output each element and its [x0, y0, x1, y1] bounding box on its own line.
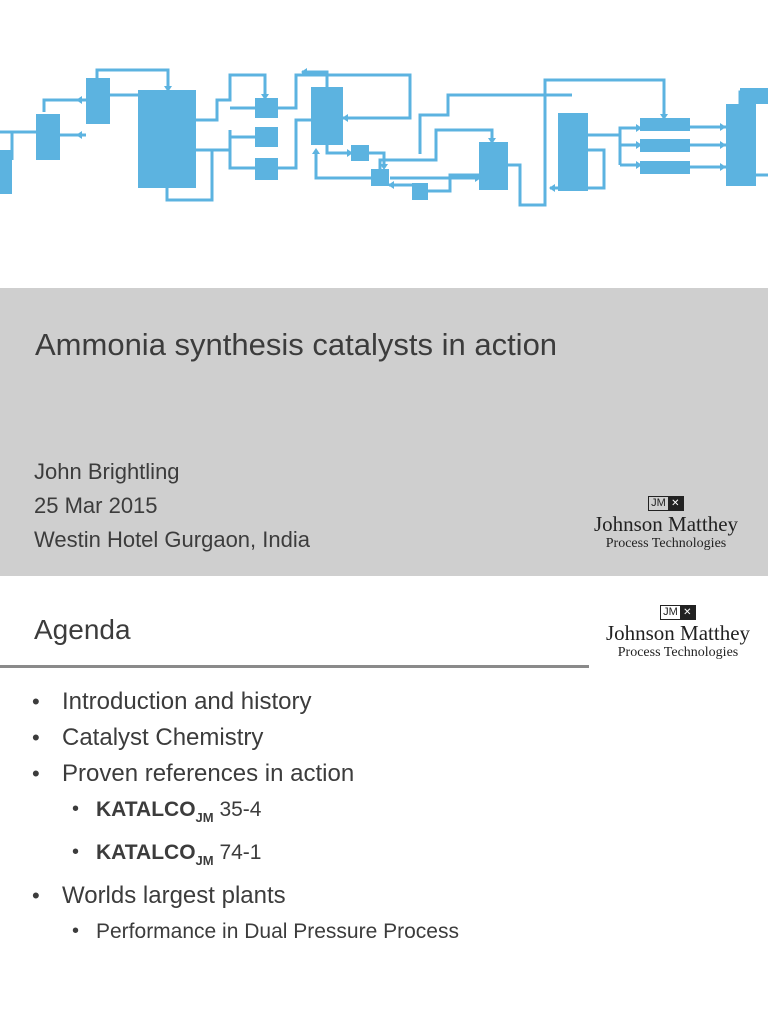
brand-subscript: JM	[195, 810, 214, 825]
agenda-item-text: Worlds largest plants	[62, 882, 286, 909]
agenda-divider	[0, 665, 589, 668]
product-brand	[96, 798, 214, 825]
agenda-item-text: Catalyst Chemistry	[62, 724, 264, 751]
jm-crest-icon: ✕	[668, 497, 683, 510]
company-division: Process Technologies	[605, 536, 727, 551]
brand-name: KATALCO	[96, 841, 196, 864]
agenda-subitem	[0, 835, 768, 878]
company-division: Process Technologies	[617, 645, 739, 660]
agenda-item-text: Introduction and history	[62, 688, 312, 715]
agenda-item	[0, 756, 768, 792]
presentation-date: 25 Mar 2015	[34, 493, 158, 518]
process-flow-diagram	[0, 0, 768, 288]
presenter-info	[34, 455, 310, 557]
agenda-title: Agenda	[34, 614, 131, 645]
bullet-icon: •	[32, 725, 40, 750]
agenda-item-text: Performance in Dual Pressure Process	[96, 920, 459, 943]
agenda-item	[0, 684, 768, 720]
company-name: Johnson Matthey	[593, 512, 739, 536]
company-name: Johnson Matthey	[605, 621, 751, 645]
agenda-item	[0, 878, 768, 914]
product-code: 35-4	[213, 798, 262, 821]
jm-badge-text: JM	[651, 497, 666, 509]
bullet-icon: •	[72, 920, 80, 942]
venue: Westin Hotel Gurgaon, India	[34, 527, 310, 552]
agenda-item	[0, 720, 768, 756]
bullet-icon: •	[32, 689, 40, 714]
brand-name: KATALCO	[96, 798, 196, 821]
company-logo	[590, 602, 766, 662]
presentation-title: Ammonia synthesis catalysts in action	[35, 327, 558, 362]
agenda-list	[0, 684, 768, 949]
bullet-icon: •	[32, 761, 40, 786]
agenda-subitem	[0, 914, 768, 949]
jm-badge-text: JM	[663, 606, 678, 618]
bullet-icon: •	[72, 798, 80, 820]
bullet-icon: •	[72, 841, 80, 863]
author-name: John Brightling	[34, 459, 180, 484]
brand-subscript: JM	[195, 853, 214, 868]
jm-crest-icon: ✕	[680, 606, 695, 619]
agenda-subitem	[0, 792, 768, 835]
jm-badge	[648, 496, 684, 511]
product-brand	[96, 841, 214, 868]
jm-badge	[660, 605, 696, 620]
product-code: 74-1	[213, 841, 262, 864]
company-logo	[578, 493, 754, 553]
agenda-item-text: Proven references in action	[62, 760, 355, 787]
bullet-icon: •	[32, 883, 40, 908]
